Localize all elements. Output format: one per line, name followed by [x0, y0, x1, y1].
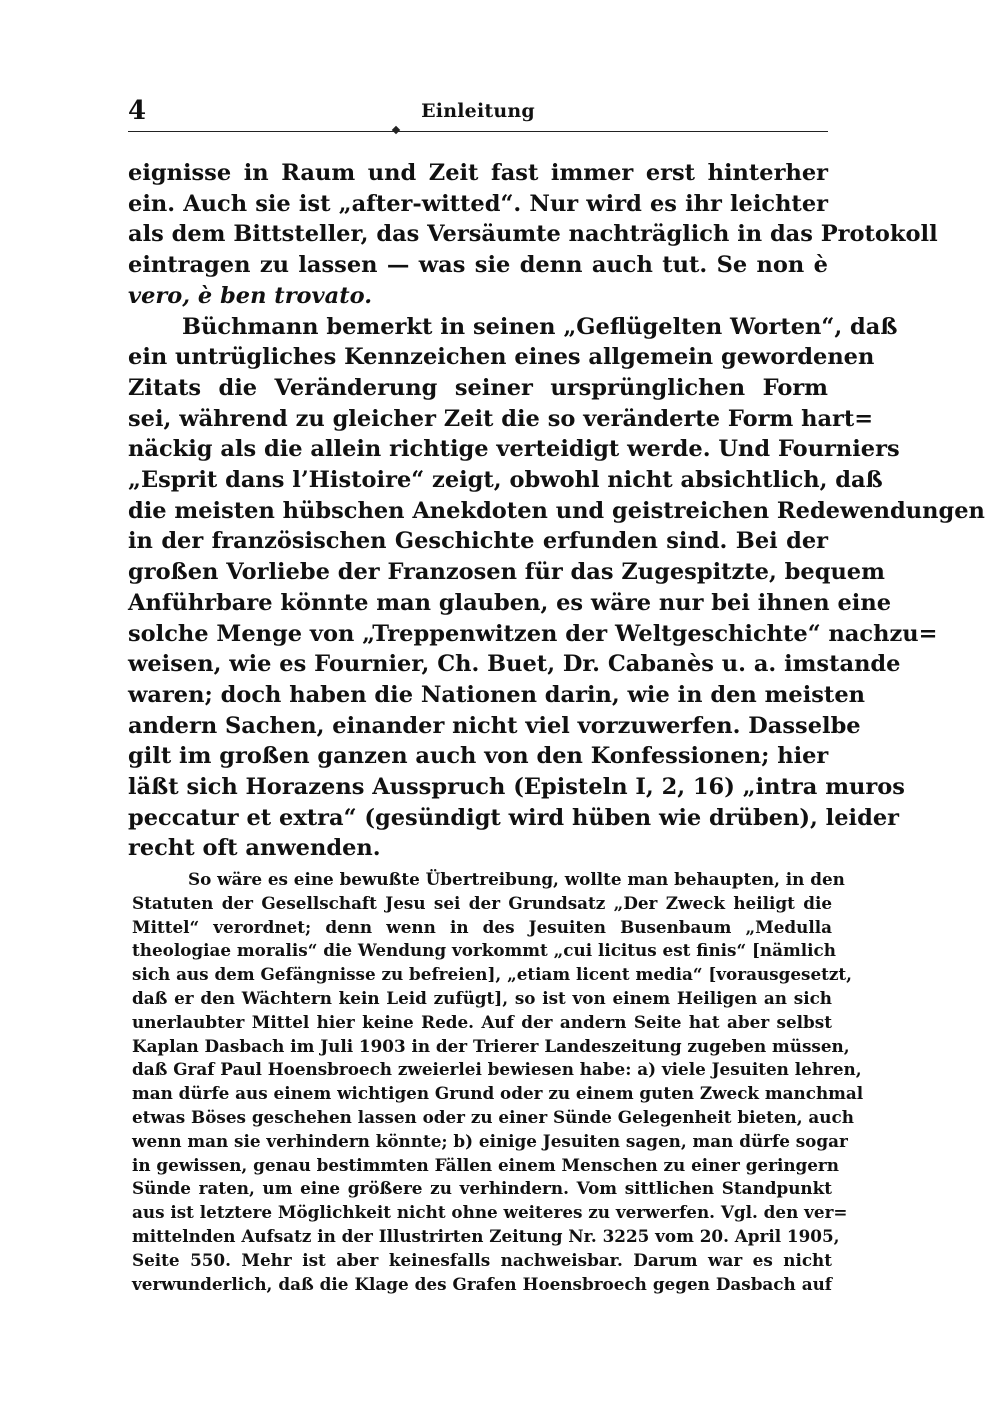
text-line: weisen, wie es Fournier, Ch. Buet, Dr. Cabanès u. a. imstande [128, 651, 901, 678]
text-line: eignisse in Raum und Zeit fast immer erst hinterher [128, 160, 828, 186]
footnote-line: mittelnden Aufsatz in der Illustrirten Zeitung Nr. 3225 vom 20. April 1905, [132, 1225, 840, 1246]
text-line: Anführbare könnte man glauben, es wäre nur bei ihnen eine [128, 589, 892, 616]
footnote-line: sich aus dem Gefängnisse zu befreien], „etiam licent media“ [vorausgesetzt, [132, 964, 853, 985]
footnote-line: aus ist letztere Möglichkeit nicht ohne weiteres zu verwerfen. Vgl. den ver= [132, 1202, 848, 1223]
text-line: andern Sachen, einander nicht viel vorzuwerfen. Dasselbe [128, 712, 861, 739]
footnote-line: verwunderlich, daß die Klage des Grafen Hoensbroech gegen Dasbach auf [132, 1273, 832, 1294]
text-line: sei, während zu gleicher Zeit die so veränderte Form hart= [128, 405, 874, 432]
footnote-line: etwas Böses geschehen lassen oder zu einer Sünde Gelegenheit bieten, auch [132, 1106, 854, 1127]
text-line: als dem Bittsteller, das Versäumte nachträglich in das Protokoll [128, 221, 938, 248]
footnote-line: Statuten der Gesellschaft Jesu sei der Grundsatz „Der Zweck heiligt die [132, 892, 832, 913]
footnote [132, 868, 864, 1296]
text-line: peccatur et extra“ (gesündigt wird hüben wie drüben), leider [128, 804, 899, 831]
text-line: eintragen zu lassen — was sie denn auch tut. Se non è [128, 252, 828, 279]
footnote-line: Kaplan Dasbach im Juli 1903 in der Trierer Landeszeitung zugeben müssen, [132, 1035, 850, 1056]
text-line: recht oft anwenden. [128, 835, 381, 862]
text-line: „Esprit dans l’Histoire“ zeigt, obwohl nicht absichtlich, daß [128, 467, 883, 494]
text-line: vero, è ben trovato. [128, 282, 373, 309]
text-line: großen Vorliebe der Franzosen für das Zugespitzte, bequem [128, 559, 885, 586]
text-line: ein. Auch sie ist „after-witted“. Nur wird es ihr leichter [128, 190, 828, 217]
footnote-line: unerlaubter Mittel hier keine Rede. Auf der andern Seite hat aber selbst [132, 1011, 832, 1032]
footnote-line: theologiae moralis“ die Wendung vorkommt „cui licitus est finis“ [nämlich [132, 940, 836, 961]
text-line: Büchmann bemerkt in seinen „Geflügelten Worten“, daß [182, 313, 898, 340]
text-line: solche Menge von „Treppenwitzen der Weltgeschichte“ nachzu= [128, 620, 938, 647]
text-line: ein untrügliches Kennzeichen eines allgemein gewordenen [128, 344, 875, 371]
text-line: in der französischen Geschichte erfunden sind. Bei der [128, 528, 828, 555]
text-line: gilt im großen ganzen auch von den Konfessionen; hier [128, 743, 829, 770]
page-number: 4 [128, 96, 147, 126]
running-title: Einleitung [421, 100, 535, 122]
footnote-line: daß er den Wächtern kein Leid zufügt], so ist von einem Heiligen an sich [132, 987, 832, 1008]
footnote-line: Seite 550. Mehr ist aber keinesfalls nachweisbar. Darum war es nicht [132, 1249, 832, 1270]
header-rule [128, 131, 828, 132]
text-line: näckig als die allein richtige verteidigt werde. Und Fourniers [128, 436, 900, 463]
footnote-line: man dürfe aus einem wichtigen Grund oder zu einem guten Zweck manchmal [132, 1083, 864, 1104]
footnote-line: Sünde raten, um eine größere zu verhindern. Vom sittlichen Standpunkt [132, 1178, 832, 1199]
footnote-line: Mittel“ verordnet; denn wenn in des Jesuiten Busenbaum „Medulla [132, 916, 832, 937]
footnote-line: daß Graf Paul Hoensbroech zweierlei bewiesen habe: a) viele Jesuiten lehren, [132, 1059, 862, 1080]
text-line: die meisten hübschen Anekdoten und geistreichen Redewendungen [128, 497, 985, 524]
footnote-line: in gewissen, genau bestimmten Fällen einem Menschen zu einer geringern [132, 1154, 839, 1175]
footnote-line: So wäre es eine bewußte Übertreibung, wollte man behaupten, in den [188, 869, 845, 889]
main-text [128, 158, 985, 864]
footnote-line: wenn man sie verhindern könnte; b) einige Jesuiten sagen, man dürfe sogar [132, 1130, 848, 1151]
text-line: läßt sich Horazens Ausspruch (Episteln I, 2, 16) „intra muros [128, 774, 905, 801]
text-line: waren; doch haben die Nationen darin, wie in den meisten [128, 681, 865, 708]
text-line: Zitats die Veränderung seiner ursprünglichen Form [128, 374, 828, 401]
page-header [128, 96, 828, 130]
